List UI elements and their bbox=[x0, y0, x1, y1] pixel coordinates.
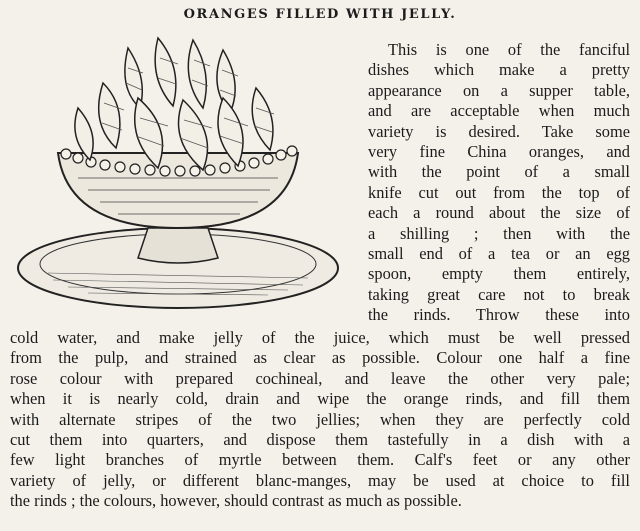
text-line: with the point of a small bbox=[368, 162, 630, 182]
text-line: the rinds. Throw these into bbox=[368, 305, 630, 325]
text-line: rose colour with prepared cochineal, and leave the other very pale; bbox=[10, 368, 630, 388]
text-line: appearance on a supper table, bbox=[368, 80, 630, 100]
text-line: dishes which make a pretty bbox=[368, 60, 630, 80]
text-line: cut them into quarters, and dispose them tastefully in a dish with a bbox=[10, 430, 630, 450]
text-line: very fine China oranges, and bbox=[368, 142, 630, 162]
text-line: small end of a tea or an egg bbox=[368, 244, 630, 264]
text-line: cold water, and make jelly of the juice, which must be well pressed bbox=[10, 328, 630, 347]
text-line: a shilling ; then with the bbox=[368, 223, 630, 243]
text-line: with alternate stripes of the two jellies; when they are perfectly cold bbox=[10, 409, 630, 429]
text-line: taking great care not to break bbox=[368, 284, 630, 304]
text-line: spoon, empty them entirely, bbox=[368, 264, 630, 284]
recipe-title: ORANGES FILLED WITH JELLY. bbox=[183, 7, 457, 22]
text-line: the rinds ; the colours, however, should contrast as much as possible. bbox=[10, 491, 462, 511]
text-line: variety is desired. Take some bbox=[368, 121, 630, 141]
text-line: few light branches of myrtle between them. Calf's feet or any other bbox=[10, 450, 630, 470]
text-line: when it is nearly cold, drain and wipe the orange rinds, and fill them bbox=[10, 389, 630, 409]
text-line: from the pulp, and strained as clear as possible. Colour one half a fine bbox=[10, 348, 630, 368]
text-line: each a round about the size of bbox=[368, 203, 630, 223]
text-line: This is one of the fanciful bbox=[388, 40, 630, 59]
text-line: and are acceptable when much bbox=[368, 101, 630, 121]
column-text bbox=[368, 40, 630, 326]
dish-illustration bbox=[8, 28, 380, 318]
text-line: variety of jelly, or different blanc-manges, may be used at choice to fill bbox=[10, 470, 630, 490]
full-width-text bbox=[10, 328, 630, 512]
text-line: knife cut out from the top of bbox=[368, 182, 630, 202]
